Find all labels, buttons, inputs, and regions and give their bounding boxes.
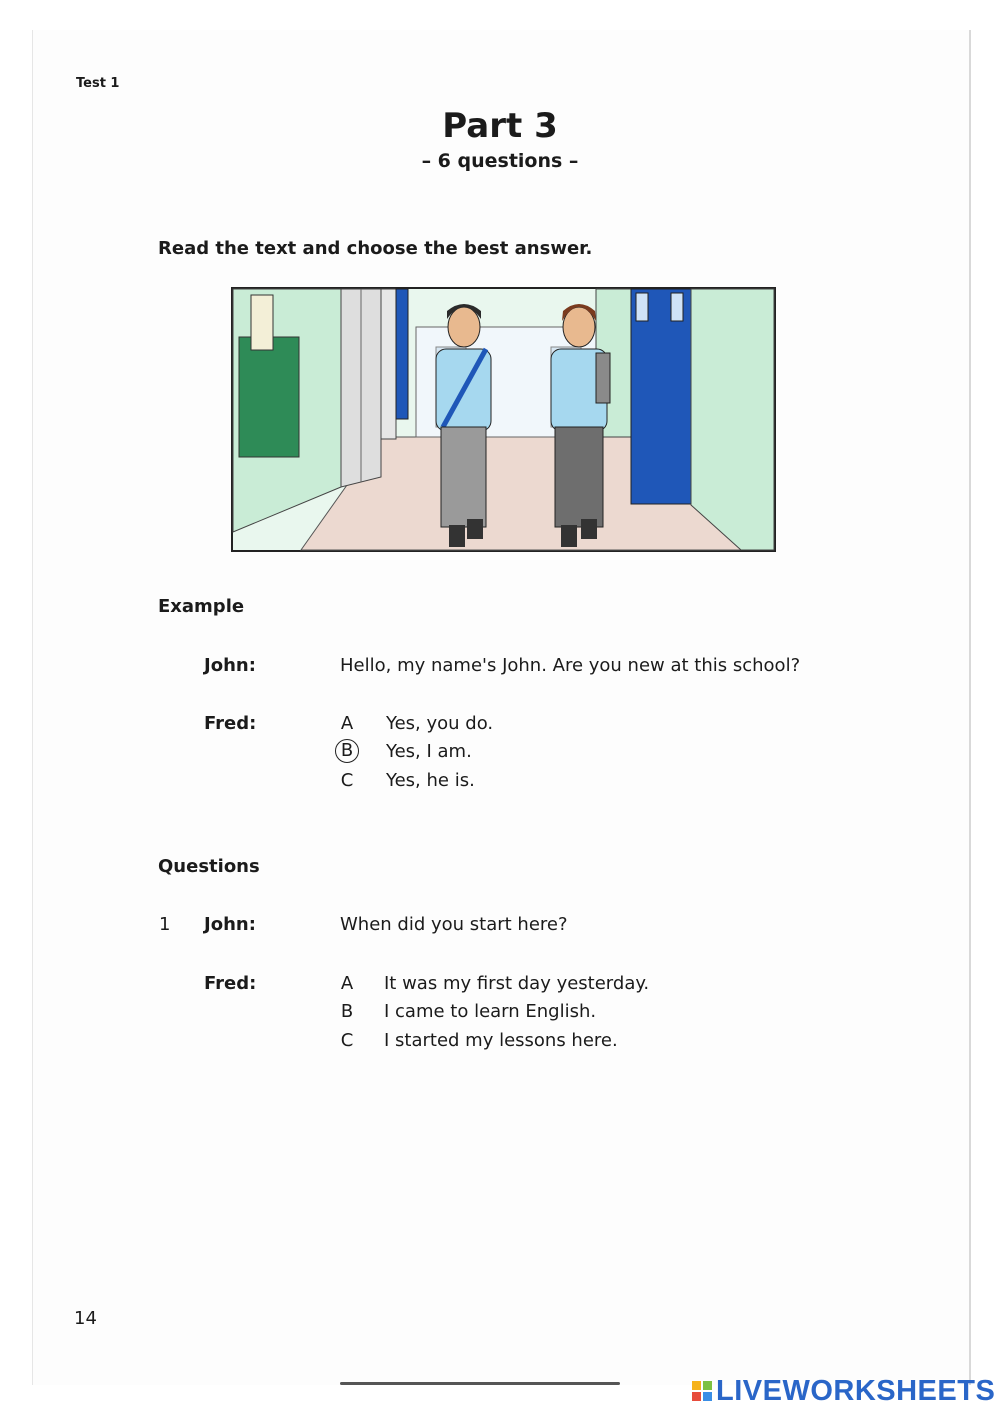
test-label: Test 1 (76, 76, 120, 91)
part-subtitle: – 6 questions – (421, 150, 579, 172)
example-option-a-text: Yes, you do. (386, 713, 494, 734)
instruction-text: Read the text and choose the best answer. (158, 238, 593, 259)
worksheet-page (32, 30, 971, 1385)
questions-heading: Questions (158, 856, 260, 877)
question-1-option-c-text[interactable]: I started my lessons here. (384, 1030, 618, 1051)
part-title: Part 3 (442, 106, 558, 146)
question-1-option-b-letter[interactable]: B (340, 1001, 354, 1022)
question-1-speaker-john: John: (204, 914, 256, 935)
example-option-c-text: Yes, he is. (386, 770, 475, 791)
liveworksheets-logo[interactable] (692, 1375, 995, 1407)
question-number: 1 (159, 914, 171, 935)
example-line: Hello, my name's John. Are you new at this school? (340, 655, 801, 676)
example-heading: Example (158, 596, 245, 617)
question-1-line: When did you start here? (340, 914, 568, 935)
page-number: 14 (74, 1308, 97, 1329)
question-1-option-b-text[interactable]: I came to learn English. (384, 1001, 597, 1022)
example-option-b-letter-circled: B (335, 739, 359, 763)
example-speaker-fred: Fred: (204, 713, 257, 734)
bottom-divider (340, 1382, 620, 1385)
question-1-option-a-letter[interactable]: A (340, 973, 354, 994)
question-1-option-c-letter[interactable]: C (340, 1030, 354, 1051)
corridor-illustration (231, 287, 776, 552)
example-option-c-letter: C (340, 770, 354, 791)
liveworksheets-logo-icon (692, 1381, 712, 1401)
question-1-speaker-fred: Fred: (204, 973, 257, 994)
liveworksheets-logo-text: LIVEWORKSHEETS (716, 1374, 996, 1407)
question-1-option-a-text[interactable]: It was my first day yesterday. (384, 973, 650, 994)
example-option-b-text: Yes, I am. (386, 741, 472, 762)
example-speaker-john: John: (204, 655, 256, 676)
example-option-a-letter: A (340, 713, 354, 734)
